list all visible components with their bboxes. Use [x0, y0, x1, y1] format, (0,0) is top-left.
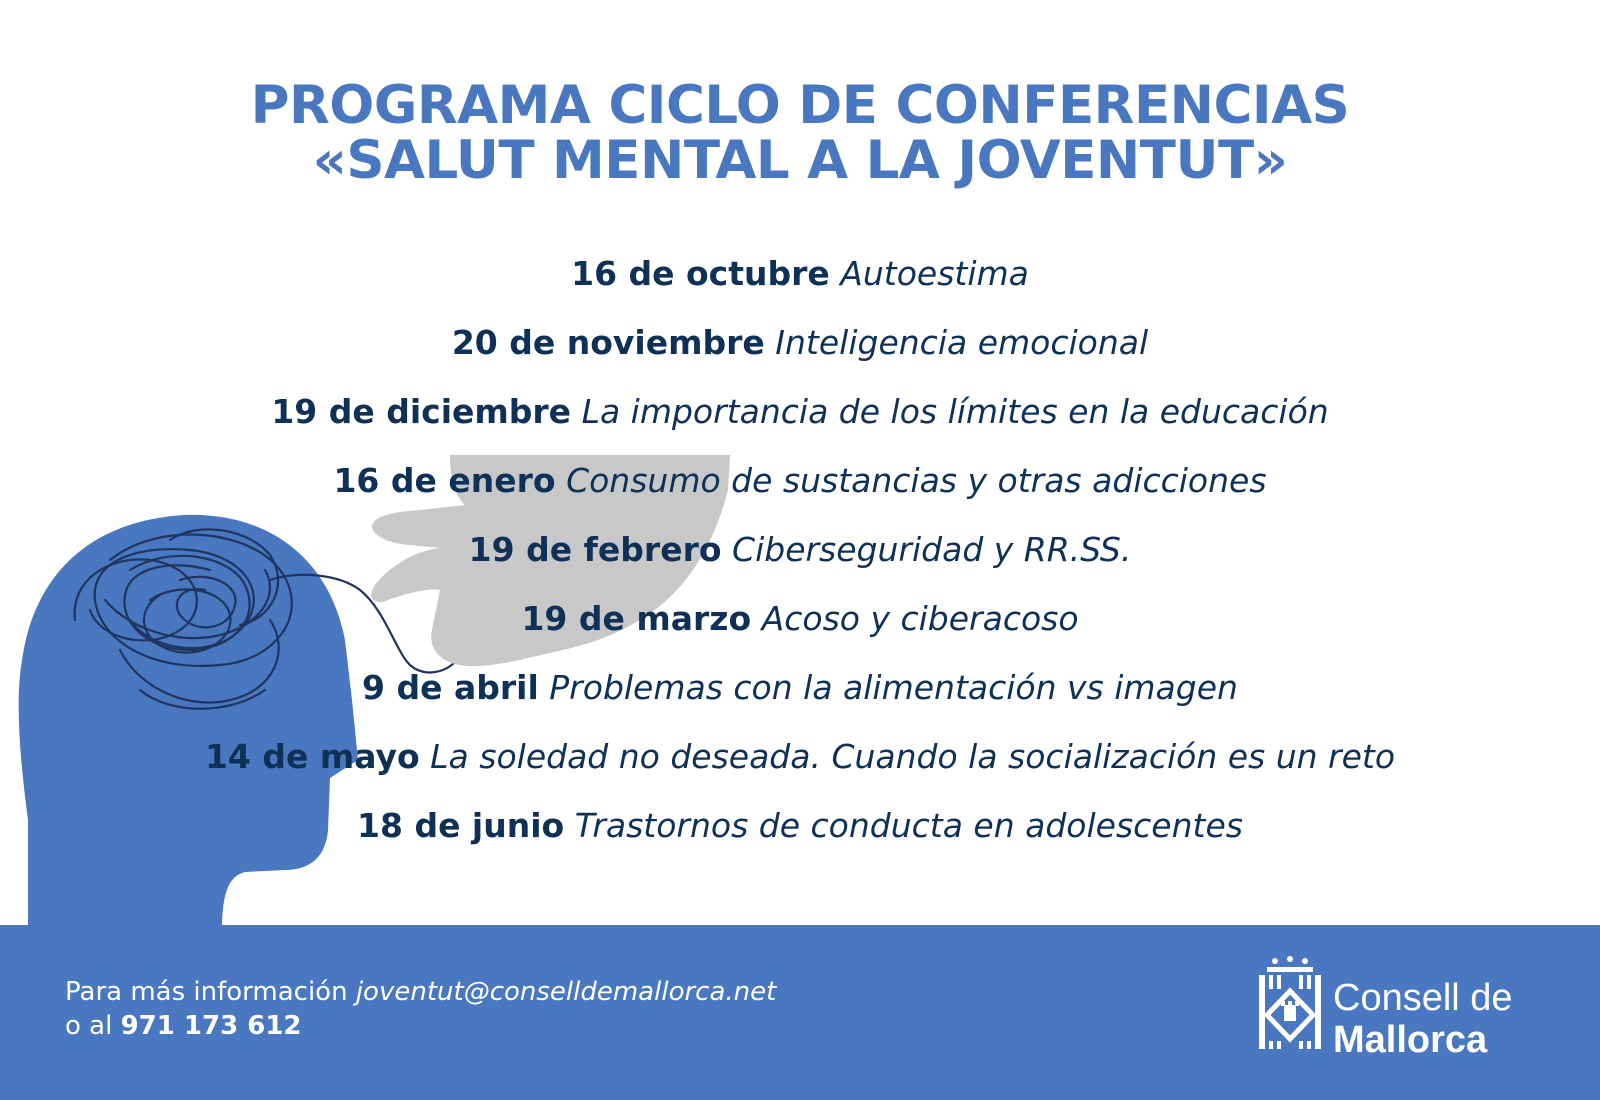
- schedule-item: [0, 595, 1600, 664]
- contact-line-email: [65, 975, 776, 1009]
- page-title: [0, 75, 1600, 191]
- schedule-item: [0, 802, 1600, 871]
- schedule-topic: Inteligencia emocional: [775, 323, 1149, 362]
- schedule-date: 9 de abril: [362, 668, 539, 707]
- contact-email-link[interactable]: joventut@conselldemallorca.net: [355, 977, 777, 1007]
- schedule-item: [0, 250, 1600, 319]
- schedule-topic: Problemas con la alimentación vs imagen: [549, 668, 1238, 707]
- schedule-topic: Acoso y ciberacoso: [761, 599, 1079, 638]
- schedule-date: 19 de diciembre: [271, 392, 572, 431]
- footer-bar: [0, 925, 1600, 1100]
- schedule-date: 19 de febrero: [468, 530, 722, 569]
- schedule-topic: Ciberseguridad y RR.SS.: [732, 530, 1132, 569]
- title-line-1: PROGRAMA CICLO DE CONFERENCIAS: [250, 75, 1350, 136]
- info-prefix: Para más información: [65, 977, 356, 1007]
- schedule-topic: La importancia de los límites en la educación: [581, 392, 1329, 431]
- schedule-item: [0, 526, 1600, 595]
- conference-schedule: [0, 250, 1600, 871]
- title-line-2: «SALUT MENTAL A LA JOVENTUT»: [312, 130, 1288, 191]
- schedule-date: 19 de marzo: [521, 599, 752, 638]
- schedule-date: 16 de octubre: [571, 254, 830, 293]
- schedule-topic: Autoestima: [840, 254, 1029, 293]
- phone-prefix: o al: [65, 1011, 121, 1041]
- contact-info: [65, 975, 776, 1043]
- schedule-item: [0, 664, 1600, 733]
- logo-wordmark: [1333, 977, 1513, 1061]
- schedule-topic: La soledad no deseada. Cuando la socialización es un reto: [430, 737, 1396, 776]
- schedule-item: [0, 319, 1600, 388]
- schedule-date: 16 de enero: [333, 461, 556, 500]
- schedule-topic: Consumo de sustancias y otras adicciones: [566, 461, 1267, 500]
- logo-line-2: Mallorca: [1333, 1019, 1488, 1061]
- schedule-item: [0, 733, 1600, 802]
- schedule-item: [0, 457, 1600, 526]
- contact-line-phone: [65, 1009, 776, 1043]
- schedule-date: 14 de mayo: [204, 737, 420, 776]
- schedule-date: 20 de noviembre: [451, 323, 765, 362]
- contact-phone: 971 173 612: [120, 1011, 302, 1041]
- logo-line-1: Consell de: [1333, 977, 1513, 1019]
- schedule-item: [0, 388, 1600, 457]
- schedule-date: 18 de junio: [357, 806, 565, 845]
- consell-de-mallorca-logo: [1255, 955, 1545, 1065]
- schedule-topic: Trastornos de conducta en adolescentes: [574, 806, 1243, 845]
- coat-of-arms-icon: [1255, 955, 1325, 1055]
